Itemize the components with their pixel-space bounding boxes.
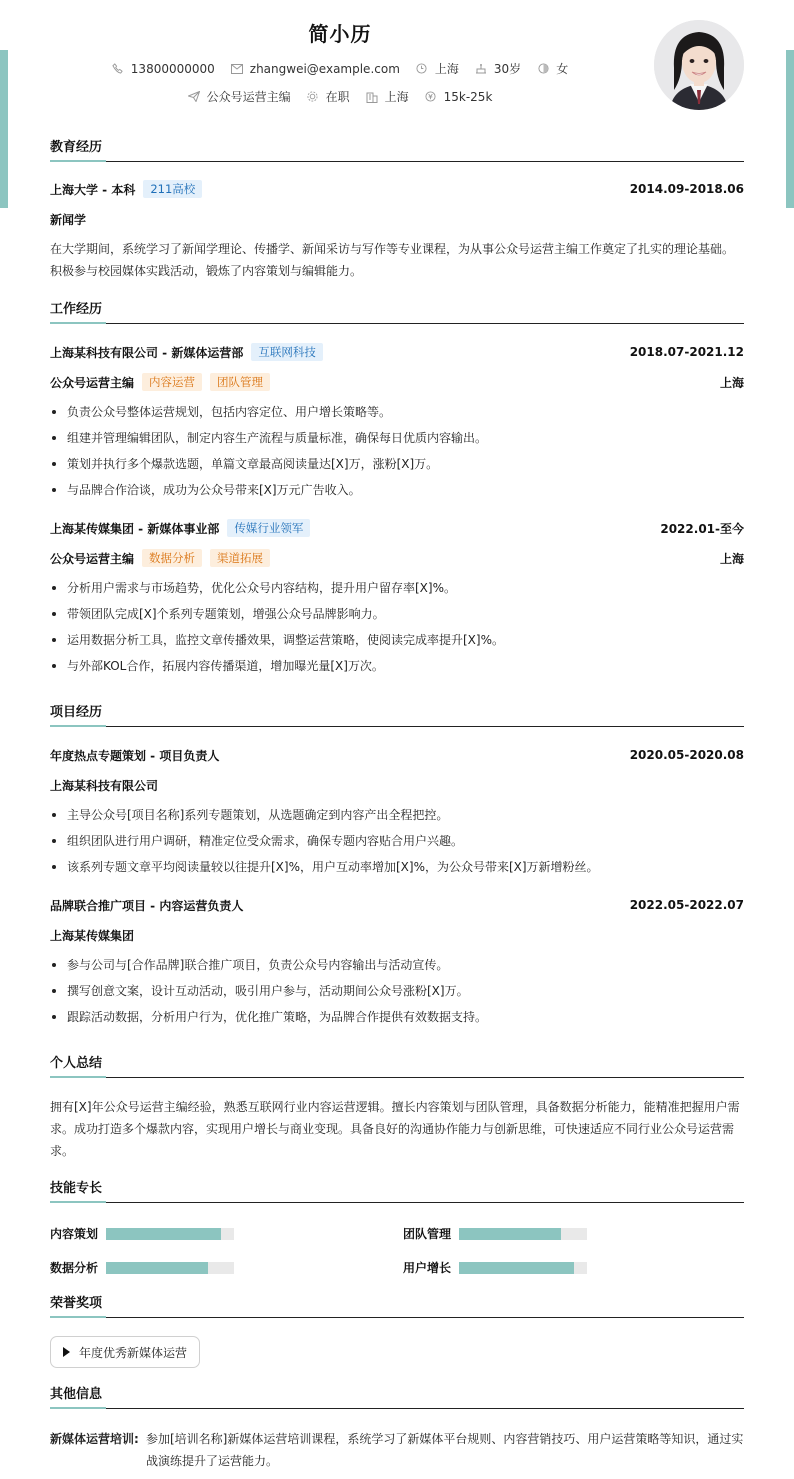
email-info bbox=[231, 62, 400, 76]
skill-level-fill bbox=[106, 1262, 208, 1274]
location-icon bbox=[416, 63, 428, 75]
target-city-text: 上海 bbox=[384, 90, 409, 104]
work-1-period: 2018.07-2021.12 bbox=[629, 345, 744, 359]
list-item: 跟踪活动数据，分析用户行为，优化推广策略，为品牌合作提供有效数据支持。 bbox=[50, 1008, 744, 1034]
project-2-period: 2022.05-2022.07 bbox=[629, 898, 744, 912]
project-2-bullets bbox=[50, 956, 744, 1034]
list-item: 与品牌合作洽谈，成功为公众号带来[X]万元广告收入。 bbox=[50, 481, 744, 507]
skill-label: 团队管理 bbox=[403, 1227, 452, 1241]
list-item: 带领团队完成[X]个系列专题策划，增强公众号品牌影响力。 bbox=[50, 605, 744, 631]
summary-text: 拥有[X]年公众号运营主编经验，熟悉互联网行业内容运营逻辑。擅长内容策划与团队管理，具备数据分析能力，能精准把握用户需求。成功打造多个爆款内容，实现用户增长与商业变现。具备良好的沟通协作能力与创新思维，可快速适应不同行业公众号运营需求。 bbox=[50, 1100, 740, 1158]
skill-level-fill bbox=[106, 1228, 221, 1240]
work-2-company: 上海某传媒集团 - 新媒体事业部 bbox=[50, 521, 220, 536]
education-period: 2014.09-2018.06 bbox=[629, 182, 744, 196]
project-2-org: 上海某传媒集团 bbox=[50, 928, 135, 943]
work-1-tag: 互联网科技 bbox=[251, 343, 323, 361]
location-text: 上海 bbox=[434, 62, 459, 76]
play-triangle-icon bbox=[63, 1347, 70, 1357]
work-1-role-row bbox=[50, 373, 744, 391]
target-job-info bbox=[188, 88, 291, 105]
work-2-city: 上海 bbox=[719, 551, 744, 566]
school-name: 上海大学 - 本科 bbox=[50, 182, 136, 197]
other-info-row bbox=[50, 1428, 744, 1472]
skill-item bbox=[50, 1225, 234, 1242]
skill-level-fill bbox=[459, 1262, 574, 1274]
salary-text: 15k-25k bbox=[443, 89, 493, 104]
project-2-name: 品牌联合推广项目 - 内容运营负责人 bbox=[50, 898, 244, 913]
summary-section-title: 个人总结 bbox=[50, 1056, 744, 1078]
status-info bbox=[307, 88, 350, 105]
mail-icon bbox=[231, 63, 243, 75]
other-info-value: 参加[培训名称]新媒体运营培训课程，系统学习了新媒体平台规则、内容营销技巧、用户运营策略等知识，通过实战演练提升了运营能力。 bbox=[146, 1432, 744, 1468]
work-1-role-tag: 团队管理 bbox=[210, 373, 270, 391]
list-item: 策划并执行多个爆款选题，单篇文章最高阅读量达[X]万，涨粉[X]万。 bbox=[50, 455, 744, 481]
age-text: 30岁 bbox=[493, 62, 522, 76]
education-header-row bbox=[50, 180, 744, 198]
skill-level-bar bbox=[106, 1262, 234, 1274]
skill-level-fill bbox=[459, 1228, 561, 1240]
list-item: 该系列专题文章平均阅读量较以往提升[X]%，用户互动率增加[X]%，为公众号带来[X]万新增粉丝。 bbox=[50, 858, 744, 884]
projects-section-title: 项目经历 bbox=[50, 705, 744, 727]
list-item: 参与公司与[合作品牌]联合推广项目，负责公众号内容输出与活动宣传。 bbox=[50, 956, 744, 982]
project-2-org-row bbox=[50, 926, 744, 944]
work-2-period: 2022.01-至今 bbox=[660, 521, 744, 536]
skill-label: 内容策划 bbox=[50, 1227, 99, 1241]
location-info bbox=[416, 60, 459, 77]
gender-icon bbox=[537, 63, 549, 75]
project-1-period: 2020.05-2020.08 bbox=[629, 748, 744, 762]
skill-level-bar bbox=[106, 1228, 234, 1240]
other-info-key: 新媒体运营培训: bbox=[50, 1432, 139, 1446]
work-2-role: 公众号运营主编 bbox=[50, 551, 135, 566]
project-1-bullets bbox=[50, 806, 744, 884]
work-section-title: 工作经历 bbox=[50, 302, 744, 324]
skill-label: 数据分析 bbox=[50, 1261, 99, 1275]
major-name: 新闻学 bbox=[50, 212, 87, 227]
work-2-role-tag: 渠道拓展 bbox=[210, 549, 270, 567]
phone-text: 13800000000 bbox=[130, 61, 215, 76]
list-item: 组建并管理编辑团队，制定内容生产流程与质量标准，确保每日优质内容输出。 bbox=[50, 429, 744, 455]
age-icon bbox=[475, 63, 487, 75]
project-2-header bbox=[50, 896, 744, 914]
email-text: zhangwei@example.com bbox=[249, 61, 400, 76]
salary-icon bbox=[425, 91, 437, 103]
project-1-name: 年度热点专题策划 - 项目负责人 bbox=[50, 748, 220, 763]
project-1-header bbox=[50, 746, 744, 764]
target-job-text: 公众号运营主编 bbox=[206, 90, 291, 104]
resume-header bbox=[0, 0, 794, 120]
skill-label: 用户增长 bbox=[403, 1261, 452, 1275]
work-1-city: 上海 bbox=[719, 375, 744, 390]
education-description: 在大学期间，系统学习了新闻学理论、传播学、新闻采访与写作等专业课程，为从事公众号运营主编工作奠定了扎实的理论基础。积极参与校园媒体实践活动，锻炼了内容策划与编辑能力。 bbox=[50, 242, 735, 278]
work-1-role-tag: 内容运营 bbox=[142, 373, 202, 391]
list-item: 组织团队进行用户调研，精准定位受众需求，确保专题内容贴合用户兴趣。 bbox=[50, 832, 744, 858]
candidate-name: 简小历 bbox=[308, 22, 372, 46]
list-item: 与外部KOL合作，拓展内容传播渠道，增加曝光量[X]万次。 bbox=[50, 657, 744, 683]
work-2-tag: 传媒行业领军 bbox=[227, 519, 310, 537]
send-icon bbox=[188, 91, 200, 103]
gender-info bbox=[537, 60, 568, 77]
honors-section-title: 荣誉奖项 bbox=[50, 1296, 744, 1318]
project-1-org-row bbox=[50, 776, 744, 794]
salary-info bbox=[425, 90, 493, 104]
award-name: 年度优秀新媒体运营 bbox=[79, 1345, 188, 1360]
skill-level-bar bbox=[459, 1262, 587, 1274]
target-city-info bbox=[366, 88, 409, 105]
skill-level-bar bbox=[459, 1228, 587, 1240]
phone-icon bbox=[112, 63, 124, 75]
list-item: 负责公众号整体运营规划，包括内容定位、用户增长策略等。 bbox=[50, 403, 744, 429]
work-1-header bbox=[50, 343, 744, 361]
work-2-role-tag: 数据分析 bbox=[142, 549, 202, 567]
avatar bbox=[654, 20, 744, 110]
major-row bbox=[50, 210, 744, 228]
other-section-title: 其他信息 bbox=[50, 1387, 744, 1409]
work-1-role: 公众号运营主编 bbox=[50, 375, 135, 390]
contact-row bbox=[0, 60, 680, 77]
project-1-org: 上海某科技有限公司 bbox=[50, 778, 159, 793]
age-info bbox=[475, 60, 521, 77]
work-2-header bbox=[50, 519, 744, 537]
skill-item bbox=[403, 1259, 587, 1276]
list-item: 分析用户需求与市场趋势，优化公众号内容结构，提升用户留存率[X]%。 bbox=[50, 579, 744, 605]
education-section-title: 教育经历 bbox=[50, 140, 744, 162]
school-tag: 211高校 bbox=[143, 180, 202, 198]
gender-text: 女 bbox=[556, 62, 569, 76]
list-item: 主导公众号[项目名称]系列专题策划，从选题确定到内容产出全程把控。 bbox=[50, 806, 744, 832]
job-intention-row bbox=[0, 88, 680, 105]
work-1-bullets bbox=[50, 403, 744, 507]
status-icon bbox=[307, 91, 319, 103]
phone-info bbox=[112, 62, 215, 76]
skill-item bbox=[403, 1225, 587, 1242]
skills-section-title: 技能专长 bbox=[50, 1181, 744, 1203]
city-icon bbox=[366, 91, 378, 103]
work-2-role-row bbox=[50, 549, 744, 567]
skill-item bbox=[50, 1259, 234, 1276]
status-text: 在职 bbox=[325, 90, 350, 104]
list-item: 运用数据分析工具，监控文章传播效果，调整运营策略，使阅读完成率提升[X]%。 bbox=[50, 631, 744, 657]
work-1-company: 上海某科技有限公司 - 新媒体运营部 bbox=[50, 345, 244, 360]
work-2-bullets bbox=[50, 579, 744, 683]
list-item: 撰写创意文案，设计互动活动，吸引用户参与，活动期间公众号涨粉[X]万。 bbox=[50, 982, 744, 1008]
award-item[interactable] bbox=[50, 1336, 200, 1368]
